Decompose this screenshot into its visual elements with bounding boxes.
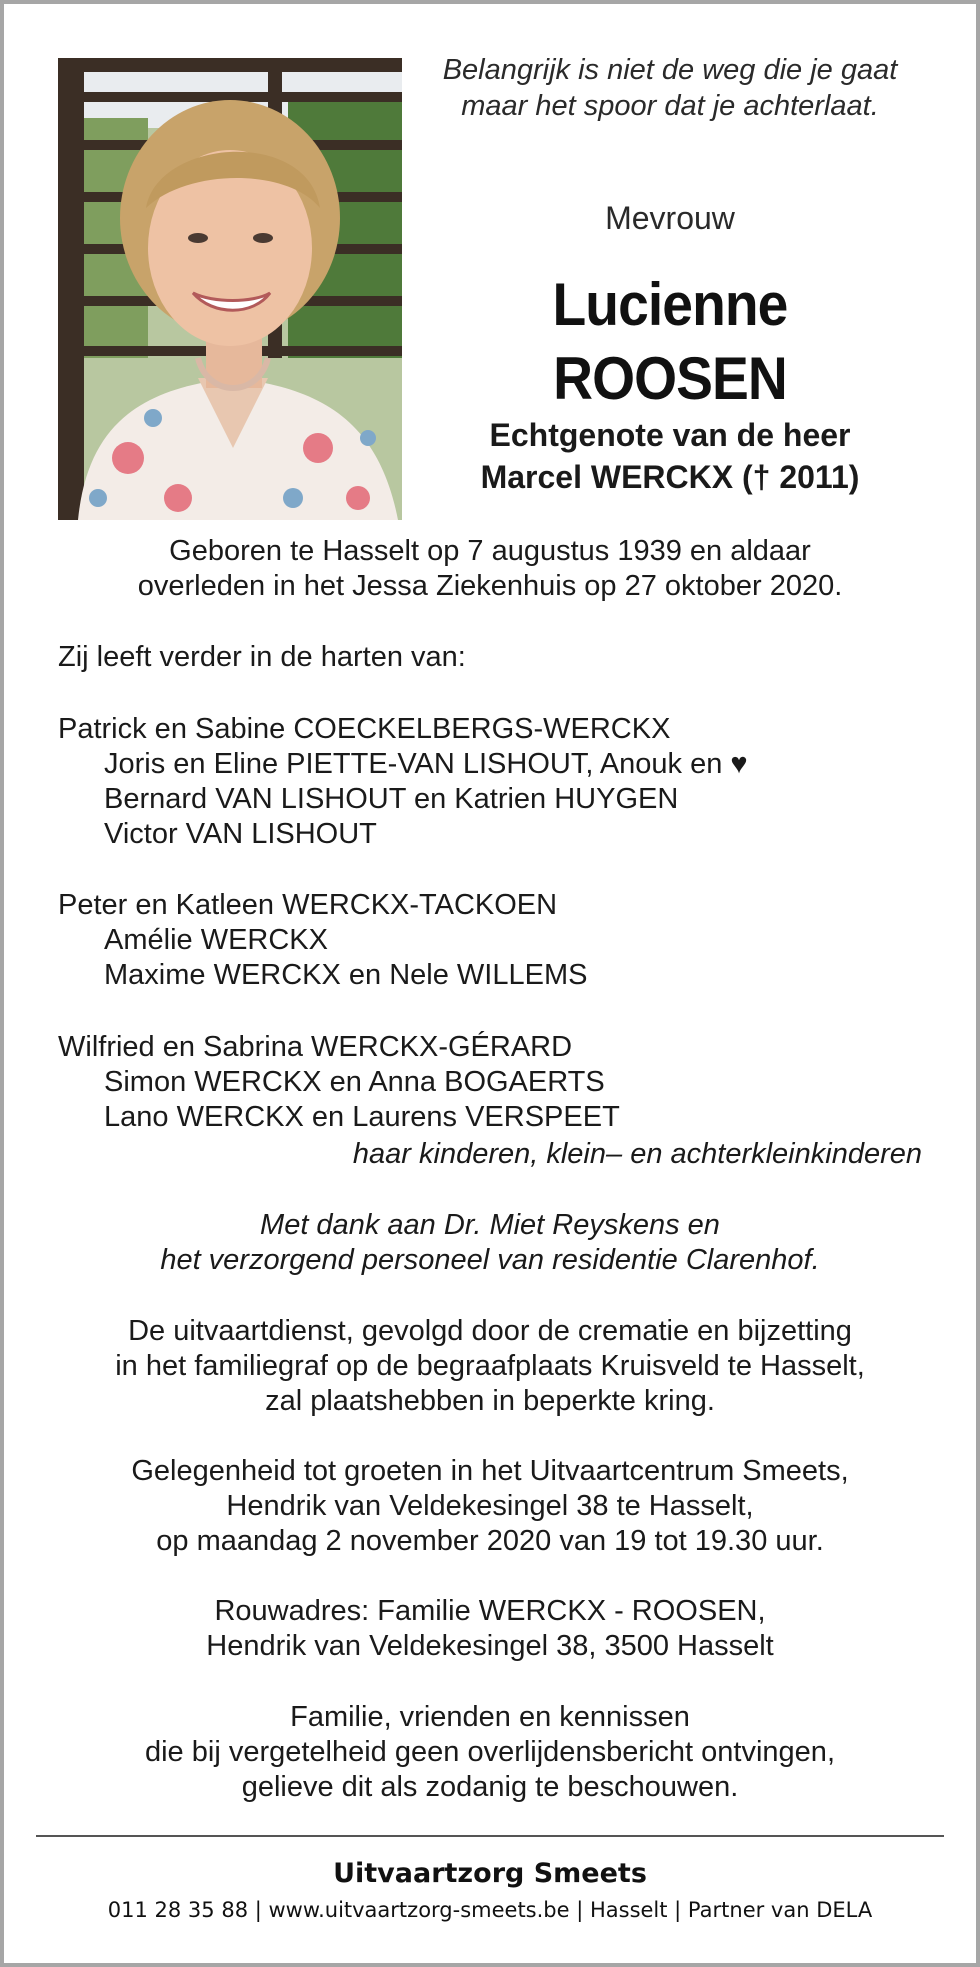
- funeral-company-name: Uitvaartzorg Smeets: [333, 1858, 647, 1889]
- footer-divider: [36, 1835, 944, 1837]
- spouse-line-2: Marcel WERCKX († 2011): [480, 459, 860, 495]
- family-head: Patrick en Sabine COECKELBERGS-WERCKX: [58, 713, 671, 745]
- honorific: Mevrouw: [605, 200, 735, 236]
- family-member: Simon WERCKX en Anna BOGAERTS: [104, 1066, 605, 1098]
- visitation-info: [58, 1454, 922, 1559]
- service-line-3: zal plaatshebben in beperkte kring.: [265, 1385, 715, 1417]
- service-line-2: in het familiegraf op de begraafplaats Kruisveld te Hasselt,: [115, 1350, 865, 1382]
- address-line-1: Rouwadres: Familie WERCKX - ROOSEN,: [214, 1595, 766, 1627]
- family-group-2: [58, 888, 922, 993]
- born-line-1: Geboren te Hasselt op 7 augustus 1939 en aldaar: [169, 535, 811, 567]
- notice-line-1: Familie, vrienden en kennissen: [290, 1701, 690, 1733]
- motto: [410, 52, 930, 124]
- family-member: Amélie WERCKX: [104, 924, 328, 956]
- survivors-intro: Zij leeft verder in de harten van:: [58, 641, 466, 673]
- born-line-2: overleden in het Jessa Ziekenhuis op 27 oktober 2020.: [137, 570, 843, 602]
- thanks-line-2: het verzorgend personeel van residentie Clarenhof.: [160, 1244, 820, 1276]
- thanks-note: [58, 1208, 922, 1278]
- notice-line-3: gelieve dit als zodanig te beschouwen.: [241, 1771, 739, 1803]
- service-line-1: De uitvaartdienst, gevolgd door de crematie en bijzetting: [128, 1315, 852, 1347]
- family-member: Bernard VAN LISHOUT en Katrien HUYGEN: [104, 783, 679, 815]
- visit-line-2: Hendrik van Veldekesingel 38 te Hasselt,: [226, 1490, 754, 1522]
- closing-notice: [58, 1700, 922, 1805]
- spouse-info: [410, 414, 930, 498]
- deceased-name: Lucienne ROOSEN: [552, 271, 788, 412]
- family-member: Maxime WERCKX en Nele WILLEMS: [104, 959, 588, 991]
- family-member: Lano WERCKX en Laurens VERSPEET: [104, 1101, 620, 1133]
- family-group-3: [58, 1030, 922, 1135]
- funeral-company-contact: 011 28 35 88 | www.uitvaartzorg-smeets.be | Hasselt | Partner van DELA: [107, 1898, 873, 1922]
- family-member: Joris en Eline PIETTE-VAN LISHOUT, Anouk en ♥: [104, 748, 748, 780]
- mourning-address: [58, 1594, 922, 1664]
- motto-line-1: Belangrijk is niet de weg die je gaat: [442, 54, 898, 86]
- address-line-2: Hendrik van Veldekesingel 38, 3500 Hasselt: [206, 1630, 774, 1662]
- relation-line: haar kinderen, klein– en achterkleinkinderen: [352, 1138, 922, 1170]
- spouse-line-1: Echtgenote van de heer: [489, 417, 851, 453]
- visit-line-3: op maandag 2 november 2020 van 19 tot 19.30 uur.: [156, 1525, 824, 1557]
- portrait-photo: [58, 58, 402, 520]
- thanks-line-1: Met dank aan Dr. Miet Reyskens en: [260, 1209, 720, 1241]
- birth-death-info: [58, 534, 922, 604]
- notice-line-2: die bij vergetelheid geen overlijdensbericht ontvingen,: [144, 1736, 835, 1768]
- family-head: Peter en Katleen WERCKX-TACKOEN: [58, 889, 558, 921]
- family-member: Victor VAN LISHOUT: [104, 818, 377, 850]
- funeral-service-info: [58, 1314, 922, 1419]
- visit-line-1: Gelegenheid tot groeten in het Uitvaartcentrum Smeets,: [131, 1455, 849, 1487]
- family-group-1: [58, 712, 922, 852]
- motto-line-2: maar het spoor dat je achterlaat.: [461, 90, 879, 122]
- family-head: Wilfried en Sabrina WERCKX-GÉRARD: [58, 1031, 573, 1063]
